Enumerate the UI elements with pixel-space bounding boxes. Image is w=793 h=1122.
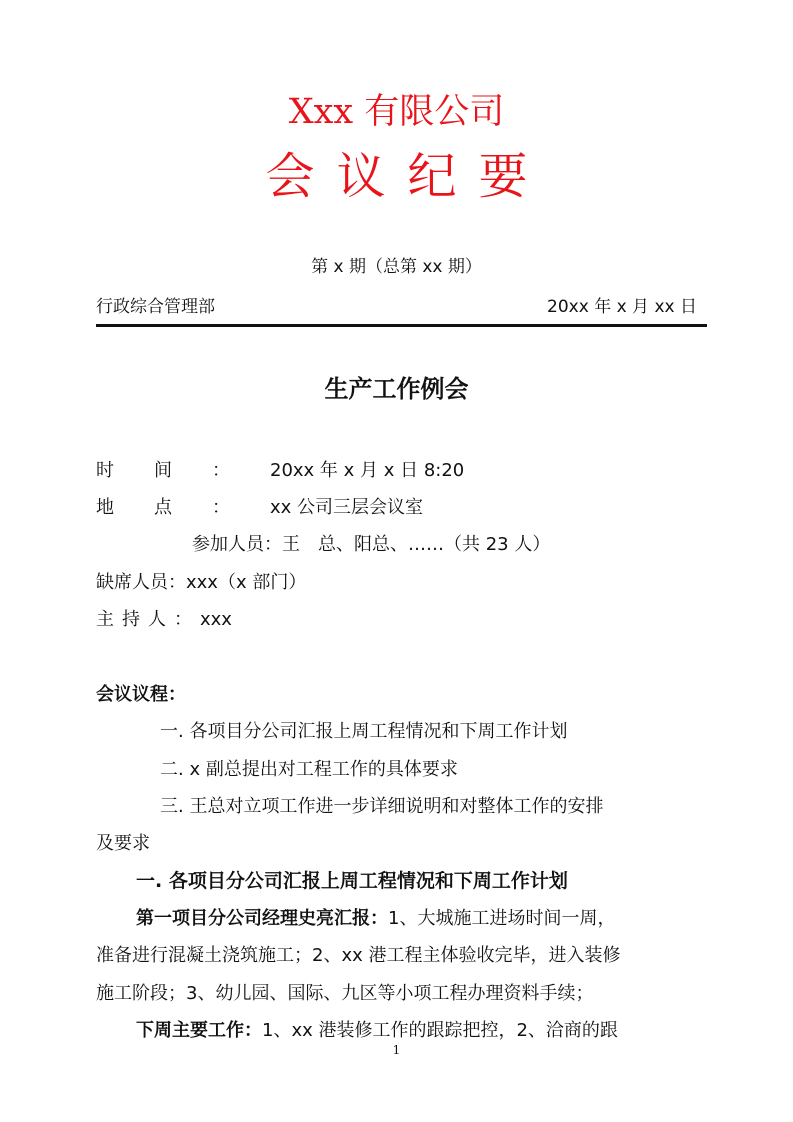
meeting-time-row bbox=[96, 456, 464, 482]
absent-label: 缺席人员： bbox=[96, 572, 186, 593]
next-week-lead: 下周主要工作： bbox=[136, 1020, 262, 1041]
report-paragraph-line-2: 准备进行混凝土浇筑施工；2、xx 港工程主体验收完毕，进入装修 bbox=[96, 945, 621, 966]
absent-value: xxx（x 部门） bbox=[186, 572, 307, 593]
agenda-item-1: 一. 各项目分公司汇报上周工程情况和下周工作计划 bbox=[160, 721, 568, 742]
section-1-heading: 一. 各项目分公司汇报上周工程情况和下周工作计划 bbox=[136, 870, 568, 892]
attendees-row: 参加人员：王 总、阳总、……（共 23 人） bbox=[192, 534, 551, 555]
report-lead: 第一项目分公司经理史亮汇报： bbox=[136, 908, 388, 929]
host-label: 主持人： bbox=[96, 609, 200, 630]
company-name: Xxx 有限公司 bbox=[288, 92, 505, 132]
issue-date: 20xx 年 x 月 xx 日 bbox=[547, 297, 697, 317]
report-paragraph-line-1 bbox=[136, 904, 615, 930]
issue-number: 第 x 期（总第 xx 期） bbox=[311, 257, 482, 277]
next-week-text-1: 1、xx 港装修工作的跟踪把控，2、洽商的跟 bbox=[262, 1020, 618, 1041]
time-label: 时间： bbox=[96, 460, 270, 481]
absent-row bbox=[96, 568, 306, 594]
agenda-item-3-continued: 及要求 bbox=[96, 833, 150, 854]
page-number: 1 bbox=[392, 1043, 401, 1057]
place-value: xx 公司三层会议室 bbox=[270, 497, 424, 518]
report-paragraph-line-3: 施工阶段；3、幼儿园、国际、九区等小项工程办理资料手续； bbox=[96, 983, 594, 1004]
report-text-1: 1、大城施工进场时间一周， bbox=[388, 908, 616, 929]
host-value: xxx bbox=[200, 609, 232, 630]
next-week-paragraph-line-1 bbox=[136, 1016, 618, 1042]
agenda-heading: 会议议程： bbox=[96, 684, 186, 705]
issuing-department: 行政综合管理部 bbox=[96, 297, 215, 317]
agenda-item-3: 三. 王总对立项工作进一步详细说明和对整体工作的安排 bbox=[160, 796, 604, 817]
time-value: 20xx 年 x 月 x 日 8:20 bbox=[270, 460, 465, 481]
document-type-title: 会议纪要 bbox=[265, 148, 550, 205]
place-label: 地点： bbox=[96, 497, 270, 518]
host-row bbox=[96, 605, 232, 631]
meeting-title: 生产工作例会 bbox=[324, 374, 469, 403]
header-divider bbox=[96, 324, 707, 327]
meeting-place-row bbox=[96, 493, 423, 519]
agenda-item-2: 二. x 副总提出对工程工作的具体要求 bbox=[160, 759, 458, 780]
